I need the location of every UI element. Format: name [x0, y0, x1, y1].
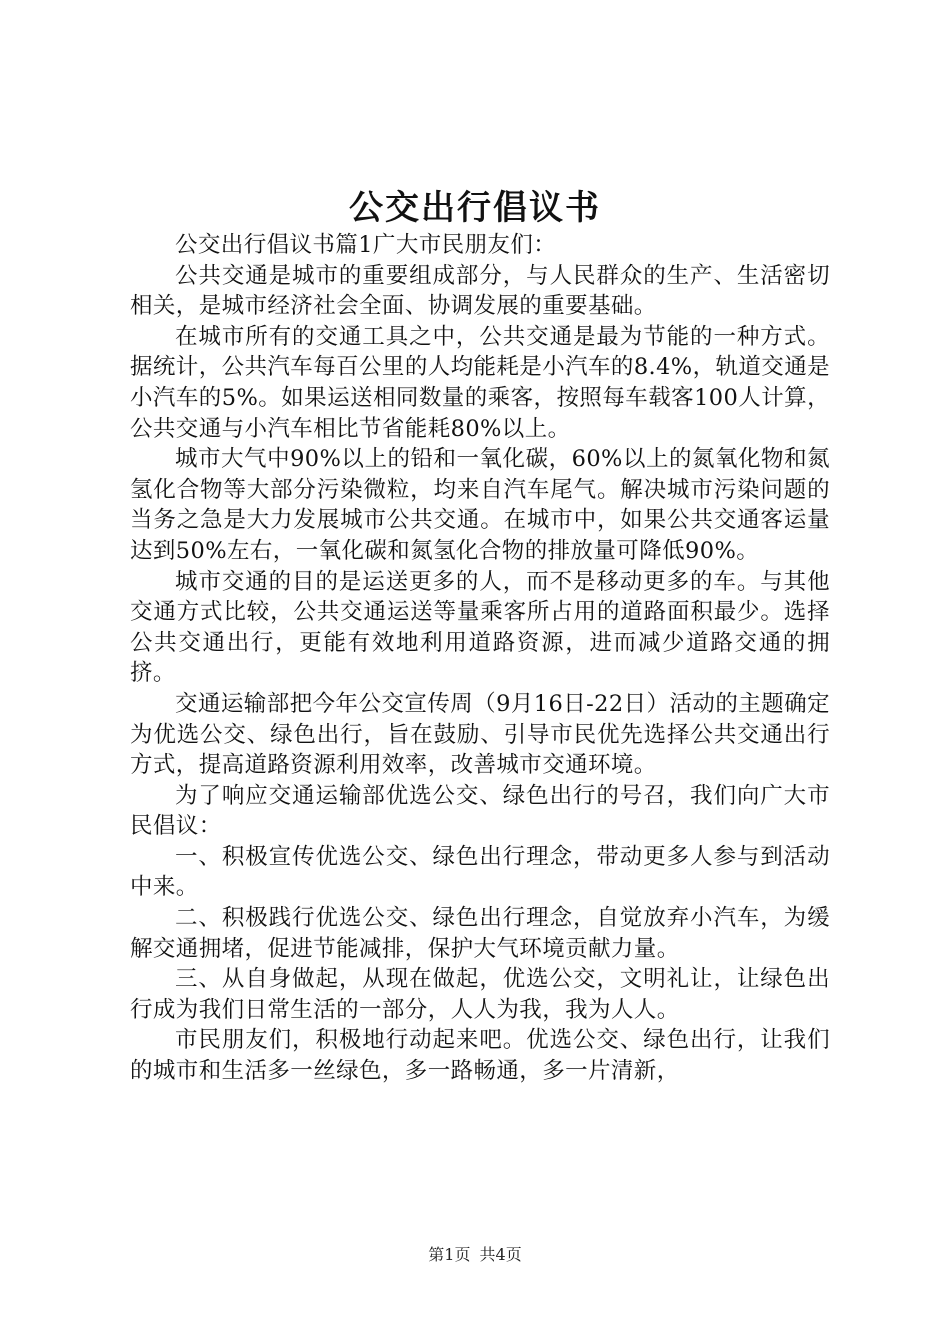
paragraph: 交通运输部把今年公交宣传周（9月16日-22日）活动的主题确定为优选公交、绿色出行，旨在鼓励、引导市民优先选择公共交通出行方式，提高道路资源利用效率，改善城市交通环境。 [130, 690, 830, 779]
paragraph: 在城市所有的交通工具之中，公共交通是最为节能的一种方式。据统计，公共汽车每百公里的人均能耗是小汽车的8.4%，轨道交通是小汽车的5%。如果运送相同数量的乘客，按照每车载客100人计算，公共交通与小汽车相比节省能耗80%以上。 [130, 323, 830, 442]
paragraph: 为了响应交通运输部优选公交、绿色出行的号召，我们向广大市民倡议： [130, 782, 830, 840]
paragraph: 二、积极践行优选公交、绿色出行理念，自觉放弃小汽车，为缓解交通拥堵，促进节能减排，保护大气环境贡献力量。 [130, 905, 830, 962]
document-body [130, 230, 830, 1087]
page-total: 共4页 [479, 1245, 522, 1264]
paragraph: 公共交通是城市的重要组成部分，与人民群众的生产、生活密切相关，是城市经济社会全面、协调发展的重要基础。 [130, 262, 830, 320]
paragraph: 城市交通的目的是运送更多的人，而不是移动更多的车。与其他交通方式比较，公共交通运送等量乘客所占用的道路面积最少。选择公共交通出行，更能有效地利用道路资源，进而减少道路交通的拥挤。 [130, 568, 830, 687]
paragraph: 三、从自身做起，从现在做起，优选公交，文明礼让，让绿色出行成为我们日常生活的一部分，人人为我，我为人人。 [130, 966, 830, 1023]
page-footer [0, 1244, 950, 1266]
paragraph: 公交出行倡议书篇1广大市民朋友们： [175, 232, 557, 258]
paragraph: 市民朋友们，积极地行动起来吧。优选公交、绿色出行，让我们的城市和生活多一丝绿色，多一路畅通，多一片清新， [130, 1027, 830, 1085]
document-title: 公交出行倡议书 [349, 188, 601, 228]
paragraph: 一、积极宣传优选公交、绿色出行理念，带动更多人参与到活动中来。 [130, 843, 830, 901]
paragraph: 城市大气中90%以上的铅和一氧化碳，60%以上的氮氧化物和氮氢化合物等大部分污染微粒，均来自汽车尾气。解决城市污染问题的当务之急是大力发展城市公共交通。在城市中，如果公共交通客运量达到50%左右，一氧化碳和氮氢化合物的排放量可降低90%。 [130, 446, 830, 564]
page-number: 第1页 [428, 1245, 471, 1264]
